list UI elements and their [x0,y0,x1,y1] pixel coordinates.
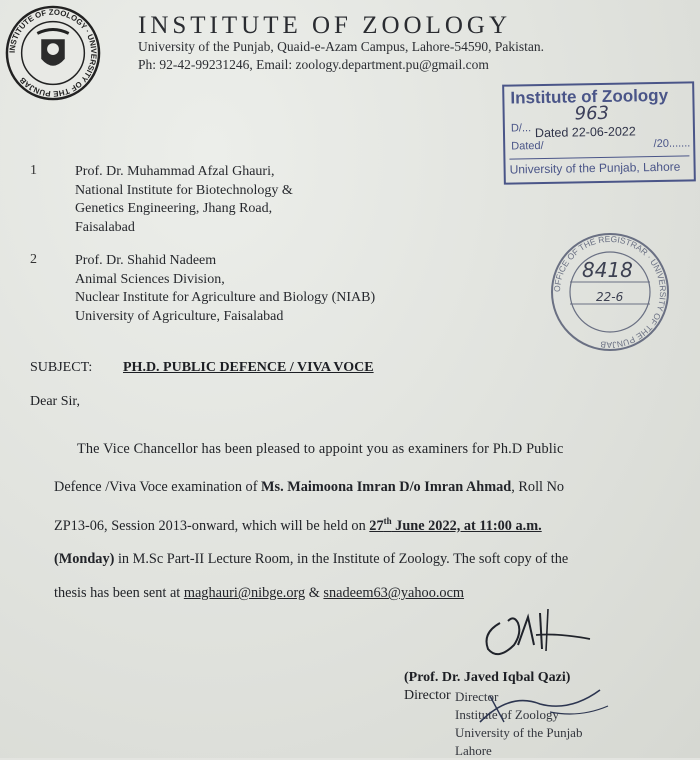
addressee-1-line: Faisalabad [75,219,135,235]
institute-title: INSTITUTE OF ZOOLOGY [138,12,512,39]
institute-address: University of the Punjab, Quaid-e-Azam Campus, Lahore-54590, Pakistan. [138,39,545,54]
handwritten-signature [478,605,596,663]
email-link-1[interactable]: maghauri@nibge.org [183,585,306,601]
addressee-2-line: Prof. Dr. Shahid Nadeem [75,253,217,268]
svg-text:OFFICE OF THE REGISTRAR · UNIV: OFFICE OF THE REGISTRAR · UNIVERSITY OF THE PUNJAB [551,233,669,351]
svg-text:INSTITUTE OF ZOOLOGY · UNIVERS: INSTITUTE OF ZOOLOGY · UNIVERSITY OF THE PUNJAB [7,7,99,99]
diary-date-label: Dated/ /20....... [511,137,691,153]
subject-text: PH.D. PUBLIC DEFENCE / VIVA VOCE [123,360,374,375]
addressee-2-line: University of Agriculture, Faisalabad [75,308,284,324]
addressee-1 [75,163,293,237]
defence-day: (Monday) [54,551,115,567]
institute-contact: Ph: 92-42-99231246, Email: zoology.department.pu@gmail.com [138,57,489,72]
university-seal-logo [4,4,102,102]
diary-stamp-footer: University of the Punjab, Lahore [509,159,681,177]
salutation: Dear Sir, [30,394,80,409]
registrar-stamp [548,232,672,352]
subject-label: SUBJECT: [30,360,93,375]
addressee-1-number: 1 [30,163,37,178]
signatory-name: (Prof. Dr. Javed Iqbal Qazi) [404,670,571,685]
addressee-2 [75,252,375,326]
body-line-4: (Monday) in M.Sc Part-II Lecture Room, in the Institute of Zoology. The soft copy of the [54,551,569,567]
signatory-title: Director [404,688,451,703]
diary-stamp [502,81,696,184]
registrar-date: 22-6 [596,290,624,304]
email-link-2[interactable]: snadeem63@yahoo.ocm [323,585,465,601]
signature-stamp: Director Institute of Zoology University of the Punjab Lahore [455,689,583,758]
defence-date: 27th June 2022, at 11:00 a.m. [369,516,542,534]
diary-number-label: D/... [510,122,532,135]
addressee-1-line: National Institute for Biotechnology & [75,182,293,198]
diary-stamp-title: Institute of Zoology [510,85,669,108]
candidate-name: Ms. Maimoona Imran D/o Imran Ahmad [261,479,512,495]
addressee-1-line: Genetics Engineering, Jhang Road, [75,201,273,216]
registrar-number: 8418 [582,258,633,282]
body-line-2: Defence /Viva Voce examination of Ms. Maimoona Imran D/o Imran Ahmad, Roll No [54,479,565,495]
addressee-2-number: 2 [30,252,37,267]
diary-number: 963 [574,102,610,125]
diary-date: Dated 22-06-2022 [534,124,636,141]
addressee-2-line: Nuclear Institute for Agriculture and Biology (NIAB) [75,290,376,305]
body-line-3: ZP13-06, Session 2013-onward, which will be held on 27th June 2022, at 11:00 a.m. [54,516,542,534]
handwritten-date-scribble [460,682,610,732]
body-line-5: thesis has been sent at maghauri@nibge.org & snadeem63@yahoo.ocm [54,585,465,601]
addressee-1-line: Prof. Dr. Muhammad Afzal Ghauri, [75,164,275,179]
body-line-1: The Vice Chancellor has been pleased to appoint you as examiners for Ph.D Public [77,441,564,457]
addressee-2-line: Animal Sciences Division, [75,271,225,287]
